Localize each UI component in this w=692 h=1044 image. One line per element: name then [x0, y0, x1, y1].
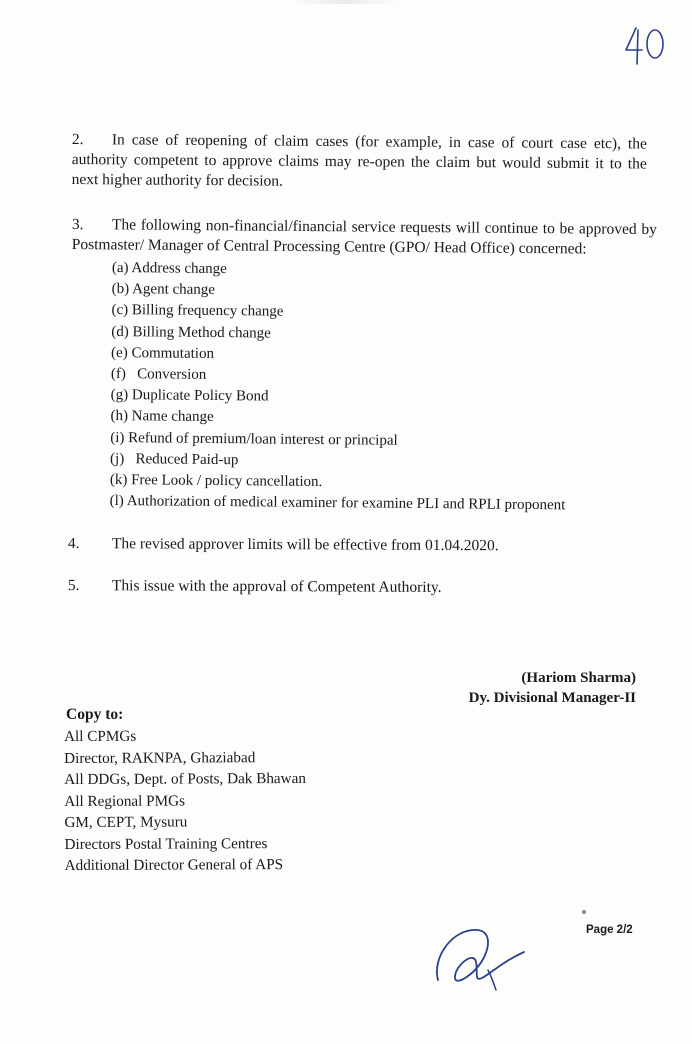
list-item: (c) Billing frequency change: [111, 302, 284, 321]
list-item: (a) Address change: [111, 259, 227, 278]
list-item: (l) Authorization of medical examiner for examine PLI and RPLI proponent: [109, 493, 566, 514]
list-item: (j) Reduced Paid-up: [109, 450, 239, 469]
copy-recipient: Directors Postal Training Centres: [64, 834, 268, 853]
paragraph-4: [68, 534, 628, 557]
list-item: (b) Agent change: [111, 281, 216, 299]
copy-to-list: [64, 725, 306, 877]
list-item: (f) Conversion: [110, 366, 207, 383]
copy-recipient: Additional Director General of APS: [64, 856, 284, 874]
signatory-title: Dy. Divisional Manager-II: [468, 690, 636, 706]
handwritten-signature: [430, 918, 530, 998]
signatory-name: (Hariom Sharma): [521, 670, 636, 686]
list-item: (i) Refund of premium/loan interest or principal: [110, 429, 398, 449]
list-item: (d) Billing Method change: [111, 323, 271, 342]
copy-recipient: All DDGs, Dept. of Posts, Dak Bhawan: [64, 769, 306, 788]
service-requests-list: [110, 258, 568, 517]
handwritten-page-number: [620, 22, 670, 68]
paragraph-number: 2.: [71, 130, 84, 149]
paragraph-text: This issue with the approval of Competent Authority.: [111, 577, 442, 596]
speck: [582, 910, 586, 914]
paragraph-5: [68, 576, 628, 599]
paragraph-number: 3.: [71, 215, 84, 234]
paragraph-text: The following non-financial/financial service requests will continue to be approved by Postmaster/ Manager of Central Processing Centre (GPO/ Head Office) concerned:: [71, 216, 657, 258]
scan-artifact: [290, 0, 400, 4]
copy-recipient: Director, RAKNPA, Ghaziabad: [64, 748, 256, 767]
copy-recipient: All CPMGs: [64, 727, 137, 745]
paragraph-text: The revised approver limits will be effective from 01.04.2020.: [111, 535, 499, 555]
paragraph-number: 5.: [67, 577, 80, 595]
list-item: (g) Duplicate Policy Bond: [110, 387, 269, 405]
list-item: (h) Name change: [110, 408, 214, 426]
page-number-label: Page 2/2: [586, 924, 633, 936]
paragraph-3: [72, 215, 657, 260]
list-item: (k) Free Look / policy cancellation.: [109, 472, 323, 491]
paragraph-number: 4.: [67, 535, 80, 553]
paragraph-text: In case of reopening of claim cases (for example, in case of court case etc), the authority competent to approve claims may re-open the claim but would submit it to the next higher authority for decision.: [71, 131, 647, 190]
paragraph-2: [72, 130, 647, 195]
copy-to-heading: Copy to:: [66, 706, 124, 723]
list-item: (e) Commutation: [111, 344, 215, 362]
copy-recipient: GM, CEPT, Mysuru: [64, 813, 188, 831]
copy-recipient: All Regional PMGs: [64, 791, 186, 810]
